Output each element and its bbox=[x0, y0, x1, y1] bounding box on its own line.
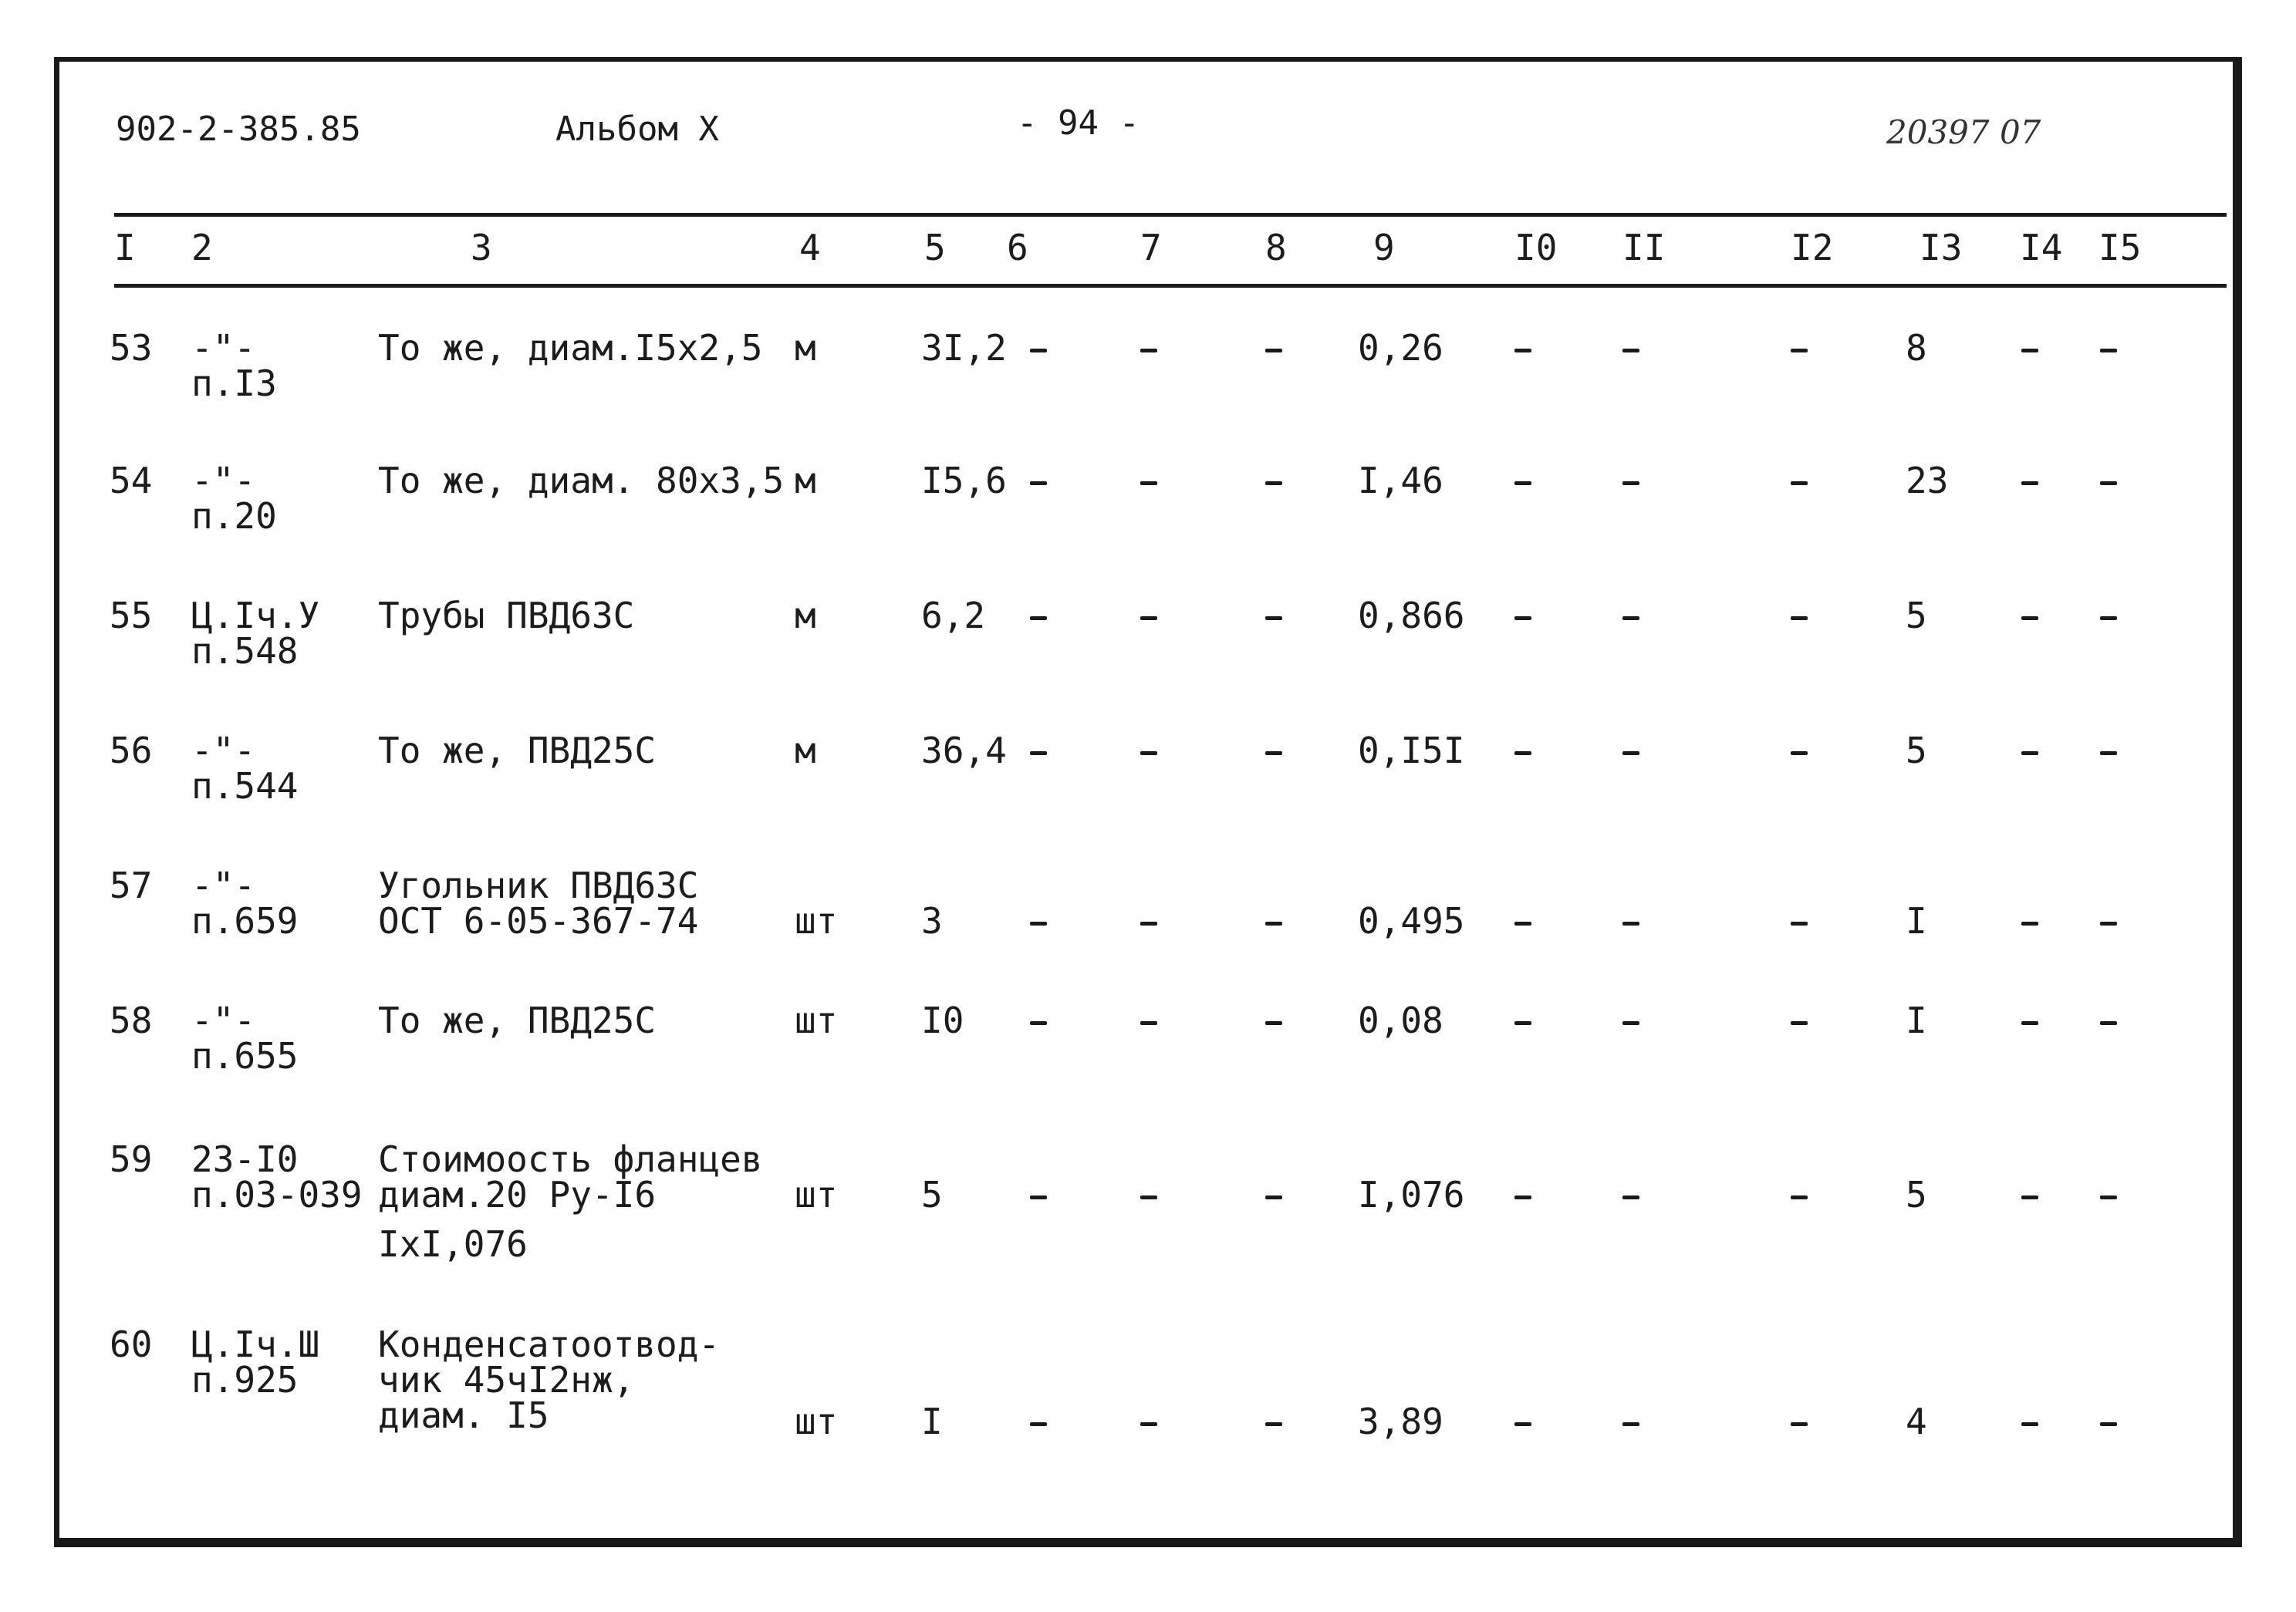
row-c11-dash bbox=[1622, 349, 1639, 352]
row-c15-dash bbox=[2100, 1021, 2117, 1025]
row-c10-dash bbox=[1514, 751, 1531, 755]
row-c12-dash bbox=[1791, 751, 1808, 755]
row-c12-dash bbox=[1791, 1021, 1808, 1025]
row-c6-dash bbox=[1030, 751, 1047, 755]
row-c14-dash bbox=[2021, 349, 2038, 352]
column-header-6: 6 bbox=[1007, 227, 1028, 268]
row-reference: п.925 bbox=[191, 1359, 299, 1401]
column-header-15: I5 bbox=[2098, 227, 2142, 268]
column-header-12: I2 bbox=[1791, 227, 1834, 268]
row-unit: шт bbox=[795, 1000, 838, 1041]
row-quantity: 3I,2 bbox=[921, 327, 1007, 369]
row-c10-dash bbox=[1514, 481, 1531, 485]
row-quantity: 6,2 bbox=[921, 595, 986, 636]
row-name: Угольник ПВД63С bbox=[378, 865, 699, 906]
column-header-4: 4 bbox=[799, 227, 821, 268]
row-col13-value: 4 bbox=[1906, 1401, 1927, 1442]
row-reference: п.544 bbox=[191, 765, 299, 807]
row-quantity: 5 bbox=[921, 1174, 943, 1216]
row-reference: п.20 bbox=[191, 495, 277, 537]
column-header-7: 7 bbox=[1140, 227, 1162, 268]
column-header-14: I4 bbox=[2020, 227, 2063, 268]
column-header-13: I3 bbox=[1920, 227, 1963, 268]
row-reference: -"- bbox=[191, 730, 256, 771]
row-unit: м bbox=[795, 460, 816, 501]
header-top-rule bbox=[114, 213, 2227, 217]
row-col13-value: 5 bbox=[1906, 595, 1927, 636]
row-c8-dash bbox=[1265, 751, 1282, 755]
row-col13-value: 5 bbox=[1906, 730, 1927, 771]
row-name: IxI,076 bbox=[378, 1223, 528, 1265]
row-reference: 23-I0 bbox=[191, 1138, 299, 1180]
row-c6-dash bbox=[1030, 1422, 1047, 1426]
row-c6-dash bbox=[1030, 1021, 1047, 1025]
row-name: То же, ПВД25С bbox=[378, 1000, 657, 1041]
row-c8-dash bbox=[1265, 1422, 1282, 1426]
row-name: То же, диам.I5x2,5 bbox=[378, 327, 763, 369]
row-reference: -"- bbox=[191, 865, 256, 906]
row-c14-dash bbox=[2021, 1196, 2038, 1199]
row-reference: п.659 bbox=[191, 900, 299, 942]
row-name: Стоимоость фланцев bbox=[378, 1138, 763, 1180]
row-c8-dash bbox=[1265, 616, 1282, 620]
row-unit: м bbox=[795, 730, 816, 771]
row-name: Трубы ПВД63С bbox=[378, 595, 635, 636]
row-col13-value: 23 bbox=[1906, 460, 1949, 501]
row-c11-dash bbox=[1622, 922, 1639, 926]
row-c10-dash bbox=[1514, 922, 1531, 926]
row-c11-dash bbox=[1622, 751, 1639, 755]
row-c10-dash bbox=[1514, 616, 1531, 620]
row-c7-dash bbox=[1140, 1422, 1157, 1426]
row-c8-dash bbox=[1265, 349, 1282, 352]
document-code: 902-2-385.85 bbox=[116, 110, 361, 149]
row-c12-dash bbox=[1791, 349, 1808, 352]
row-number: 59 bbox=[110, 1138, 153, 1180]
row-reference: -"- bbox=[191, 327, 256, 369]
row-c7-dash bbox=[1140, 481, 1157, 485]
row-c15-dash bbox=[2100, 922, 2117, 926]
column-header-5: 5 bbox=[924, 227, 946, 268]
row-quantity: I0 bbox=[921, 1000, 964, 1041]
row-unit: м bbox=[795, 595, 816, 636]
row-c14-dash bbox=[2021, 1422, 2038, 1426]
row-c12-dash bbox=[1791, 481, 1808, 485]
row-col9-value: I,076 bbox=[1358, 1174, 1465, 1216]
row-c6-dash bbox=[1030, 349, 1047, 352]
row-col9-value: 0,26 bbox=[1358, 327, 1443, 369]
handwritten-code: 20397 07 bbox=[1886, 113, 2041, 151]
page-number: - 94 - bbox=[1017, 103, 1140, 143]
row-c6-dash bbox=[1030, 616, 1047, 620]
column-header-10: I0 bbox=[1514, 227, 1558, 268]
column-header-8: 8 bbox=[1265, 227, 1287, 268]
row-c7-dash bbox=[1140, 1021, 1157, 1025]
row-c14-dash bbox=[2021, 922, 2038, 926]
row-quantity: I bbox=[921, 1401, 943, 1442]
row-c7-dash bbox=[1140, 349, 1157, 352]
row-c7-dash bbox=[1140, 616, 1157, 620]
row-reference: Ц.Iч.У bbox=[191, 595, 320, 636]
column-header-9: 9 bbox=[1373, 227, 1395, 268]
row-c15-dash bbox=[2100, 616, 2117, 620]
row-unit: м bbox=[795, 327, 816, 369]
column-header-2: 2 bbox=[191, 227, 213, 268]
row-number: 54 bbox=[110, 460, 153, 501]
row-col9-value: I,46 bbox=[1358, 460, 1443, 501]
row-c14-dash bbox=[2021, 751, 2038, 755]
column-header-1: I bbox=[114, 227, 136, 268]
row-reference: п.548 bbox=[191, 630, 299, 672]
row-name: диам.20 Ру-I6 bbox=[378, 1174, 657, 1216]
row-name: Конденсатоотвод- bbox=[378, 1324, 721, 1365]
row-c11-dash bbox=[1622, 616, 1639, 620]
row-col13-value: I bbox=[1906, 1000, 1927, 1041]
row-c6-dash bbox=[1030, 481, 1047, 485]
row-number: 53 bbox=[110, 327, 153, 369]
row-c12-dash bbox=[1791, 1422, 1808, 1426]
row-c7-dash bbox=[1140, 1196, 1157, 1199]
row-reference: Ц.Iч.Ш bbox=[191, 1324, 320, 1365]
row-number: 57 bbox=[110, 865, 153, 906]
row-reference: п.I3 bbox=[191, 363, 277, 404]
row-number: 60 bbox=[110, 1324, 153, 1365]
row-col13-value: 5 bbox=[1906, 1174, 1927, 1216]
row-quantity: I5,6 bbox=[921, 460, 1007, 501]
row-reference: п.03-039 bbox=[191, 1174, 363, 1216]
row-c11-dash bbox=[1622, 1422, 1639, 1426]
row-c8-dash bbox=[1265, 481, 1282, 485]
row-c12-dash bbox=[1791, 922, 1808, 926]
row-col9-value: 0,495 bbox=[1358, 900, 1465, 942]
row-number: 56 bbox=[110, 730, 153, 771]
row-c8-dash bbox=[1265, 1021, 1282, 1025]
row-c8-dash bbox=[1265, 1196, 1282, 1199]
row-c10-dash bbox=[1514, 1196, 1531, 1199]
row-c15-dash bbox=[2100, 1422, 2117, 1426]
row-col9-value: 0,866 bbox=[1358, 595, 1465, 636]
row-number: 58 bbox=[110, 1000, 153, 1041]
column-header-11: II bbox=[1622, 227, 1666, 268]
album-label: Альбом X bbox=[555, 110, 719, 149]
row-c11-dash bbox=[1622, 481, 1639, 485]
row-c7-dash bbox=[1140, 922, 1157, 926]
row-reference: -"- bbox=[191, 1000, 256, 1041]
row-c10-dash bbox=[1514, 1422, 1531, 1426]
row-name: ОСТ 6-05-367-74 bbox=[378, 900, 699, 942]
column-header-3: 3 bbox=[471, 227, 492, 268]
row-name: То же, диам. 80x3,5 bbox=[378, 460, 785, 501]
row-name: диам. I5 bbox=[378, 1394, 549, 1436]
row-c15-dash bbox=[2100, 751, 2117, 755]
row-c7-dash bbox=[1140, 751, 1157, 755]
row-c10-dash bbox=[1514, 1021, 1531, 1025]
row-c12-dash bbox=[1791, 616, 1808, 620]
row-c14-dash bbox=[2021, 1021, 2038, 1025]
row-c12-dash bbox=[1791, 1196, 1808, 1199]
header-bottom-rule bbox=[114, 284, 2227, 288]
row-c11-dash bbox=[1622, 1021, 1639, 1025]
row-unit: шт bbox=[795, 1174, 838, 1216]
row-c6-dash bbox=[1030, 922, 1047, 926]
row-col13-value: 8 bbox=[1906, 327, 1927, 369]
row-c14-dash bbox=[2021, 481, 2038, 485]
row-c6-dash bbox=[1030, 1196, 1047, 1199]
row-unit: шт bbox=[795, 900, 838, 942]
row-c11-dash bbox=[1622, 1196, 1639, 1199]
row-number: 55 bbox=[110, 595, 153, 636]
row-reference: п.655 bbox=[191, 1035, 299, 1077]
row-c10-dash bbox=[1514, 349, 1531, 352]
row-unit: шт bbox=[795, 1401, 838, 1442]
row-reference: -"- bbox=[191, 460, 256, 501]
row-col9-value: 0,I5I bbox=[1358, 730, 1465, 771]
row-name: чик 45чI2нж, bbox=[378, 1359, 635, 1401]
row-quantity: 3 bbox=[921, 900, 943, 942]
row-c8-dash bbox=[1265, 922, 1282, 926]
row-quantity: 36,4 bbox=[921, 730, 1007, 771]
row-c15-dash bbox=[2100, 481, 2117, 485]
row-col13-value: I bbox=[1906, 900, 1927, 942]
row-c15-dash bbox=[2100, 1196, 2117, 1199]
row-col9-value: 3,89 bbox=[1358, 1401, 1443, 1442]
row-name: То же, ПВД25С bbox=[378, 730, 657, 771]
row-c15-dash bbox=[2100, 349, 2117, 352]
row-c14-dash bbox=[2021, 616, 2038, 620]
row-col9-value: 0,08 bbox=[1358, 1000, 1443, 1041]
